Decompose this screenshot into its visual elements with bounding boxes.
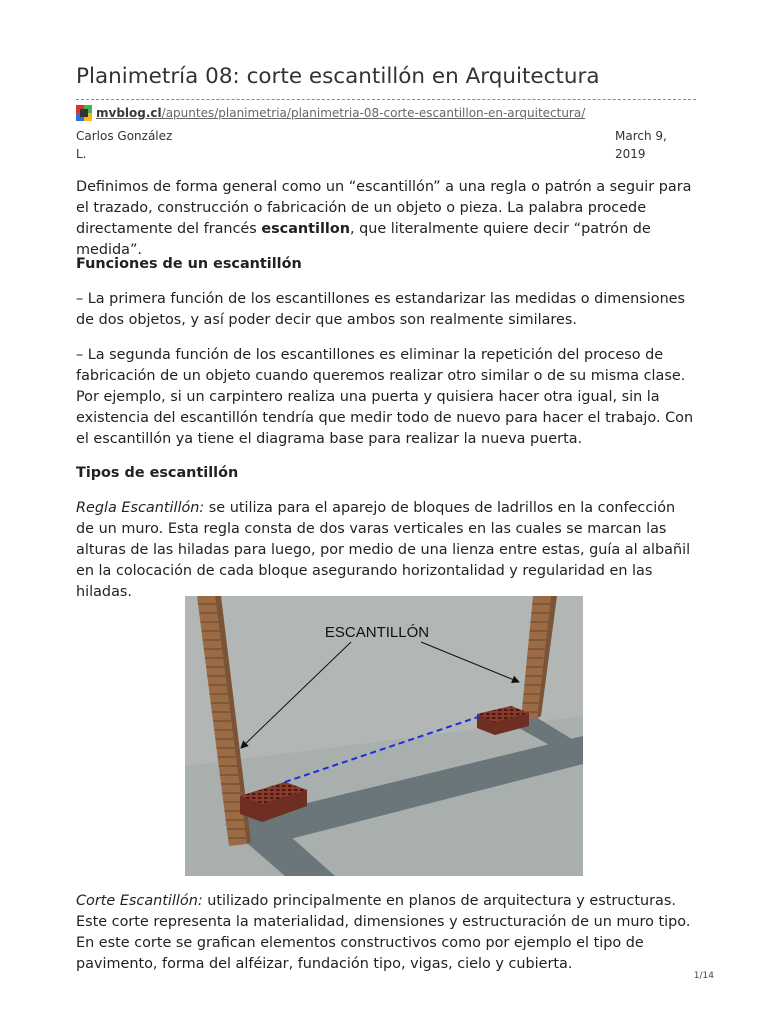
function-item-2: – La segunda función de los escantillones es eliminar la repetición del proceso de fabricación de un objeto cuando queremos realizar otro similar o de su misma clase. Por ejemplo, si un carpintero realiza una puerta y quisiera hacer otra igual, sin la existencia del escantillón tendría que medir todo de nuevo para hacer el trabajo. Con el escantillón ya tiene el diagrama base para realizar la nueva puerta. bbox=[76, 347, 694, 447]
page-number: 1/14 bbox=[693, 971, 714, 981]
regla-text: se utiliza para el aparejo de bloques de ladrillos en la confección de un muro. Esta regla consta de dos varas verticales en las cuales se marcan las alturas de las hiladas para luego, por medio de una lienza entre estas, guía al albañil en la colocación de cada bloque asegurando horizontalidad y regularidad en las hiladas. bbox=[76, 500, 691, 600]
regla-label: Regla Escantillón: bbox=[76, 500, 205, 516]
intro-text-2: , que literalmente quiere decir “patrón de medida”. bbox=[76, 220, 651, 258]
function-item-1: – La primera función de los escantillones es estandarizar las medidas o dimensiones de dos objetos, y así poder decir que ambos son realmente similares. bbox=[76, 291, 686, 328]
source-row bbox=[76, 104, 585, 122]
regla-paragraph bbox=[76, 498, 696, 603]
intro-text-1: Definimos de forma general como un “escantillón” a una regla o patrón a seguir para el trazado, construcción o fabricación de un objeto o pieza. La palabra procede directamente del francés bbox=[76, 179, 692, 237]
page-title: Planimetría 08: corte escantillón en Arquitectura bbox=[76, 64, 600, 89]
corte-label: Corte Escantillón: bbox=[76, 893, 203, 909]
author bbox=[76, 127, 186, 163]
heading-tipos: Tipos de escantillón bbox=[76, 465, 239, 481]
publish-date bbox=[615, 127, 675, 163]
source-url-link[interactable] bbox=[96, 106, 585, 120]
escantillon-illustration bbox=[185, 596, 583, 876]
source-path: /apuntes/planimetria/planimetria-08-corte-escantillon-en-arquitectura/ bbox=[161, 106, 586, 120]
figure-label: ESCANTILLÓN bbox=[324, 624, 430, 641]
publish-date-line1: March 9, bbox=[615, 129, 667, 143]
title-divider bbox=[76, 99, 696, 100]
corte-paragraph bbox=[76, 891, 696, 975]
publish-date-line2: 2019 bbox=[615, 147, 646, 161]
site-logo-icon bbox=[76, 105, 92, 121]
author-name-line2: L. bbox=[76, 147, 87, 161]
heading-funciones: Funciones de un escantillón bbox=[76, 256, 302, 272]
intro-bold-term: escantillon bbox=[261, 220, 350, 237]
corte-text: utilizado principalmente en planos de arquitectura y estructuras. Este corte representa la materialidad, dimensiones y estructuración de un muro tipo. En este corte se grafican elementos constructivos como por ejemplo el tipo de pavimento, forma del alféizar, fundación tipo, vigas, cielo y cubierta. bbox=[76, 893, 691, 972]
author-name-line1: Carlos González bbox=[76, 129, 173, 143]
intro-paragraph bbox=[76, 177, 696, 261]
escantillon-figure bbox=[185, 596, 583, 876]
source-domain: mvblog.cl bbox=[96, 106, 162, 120]
